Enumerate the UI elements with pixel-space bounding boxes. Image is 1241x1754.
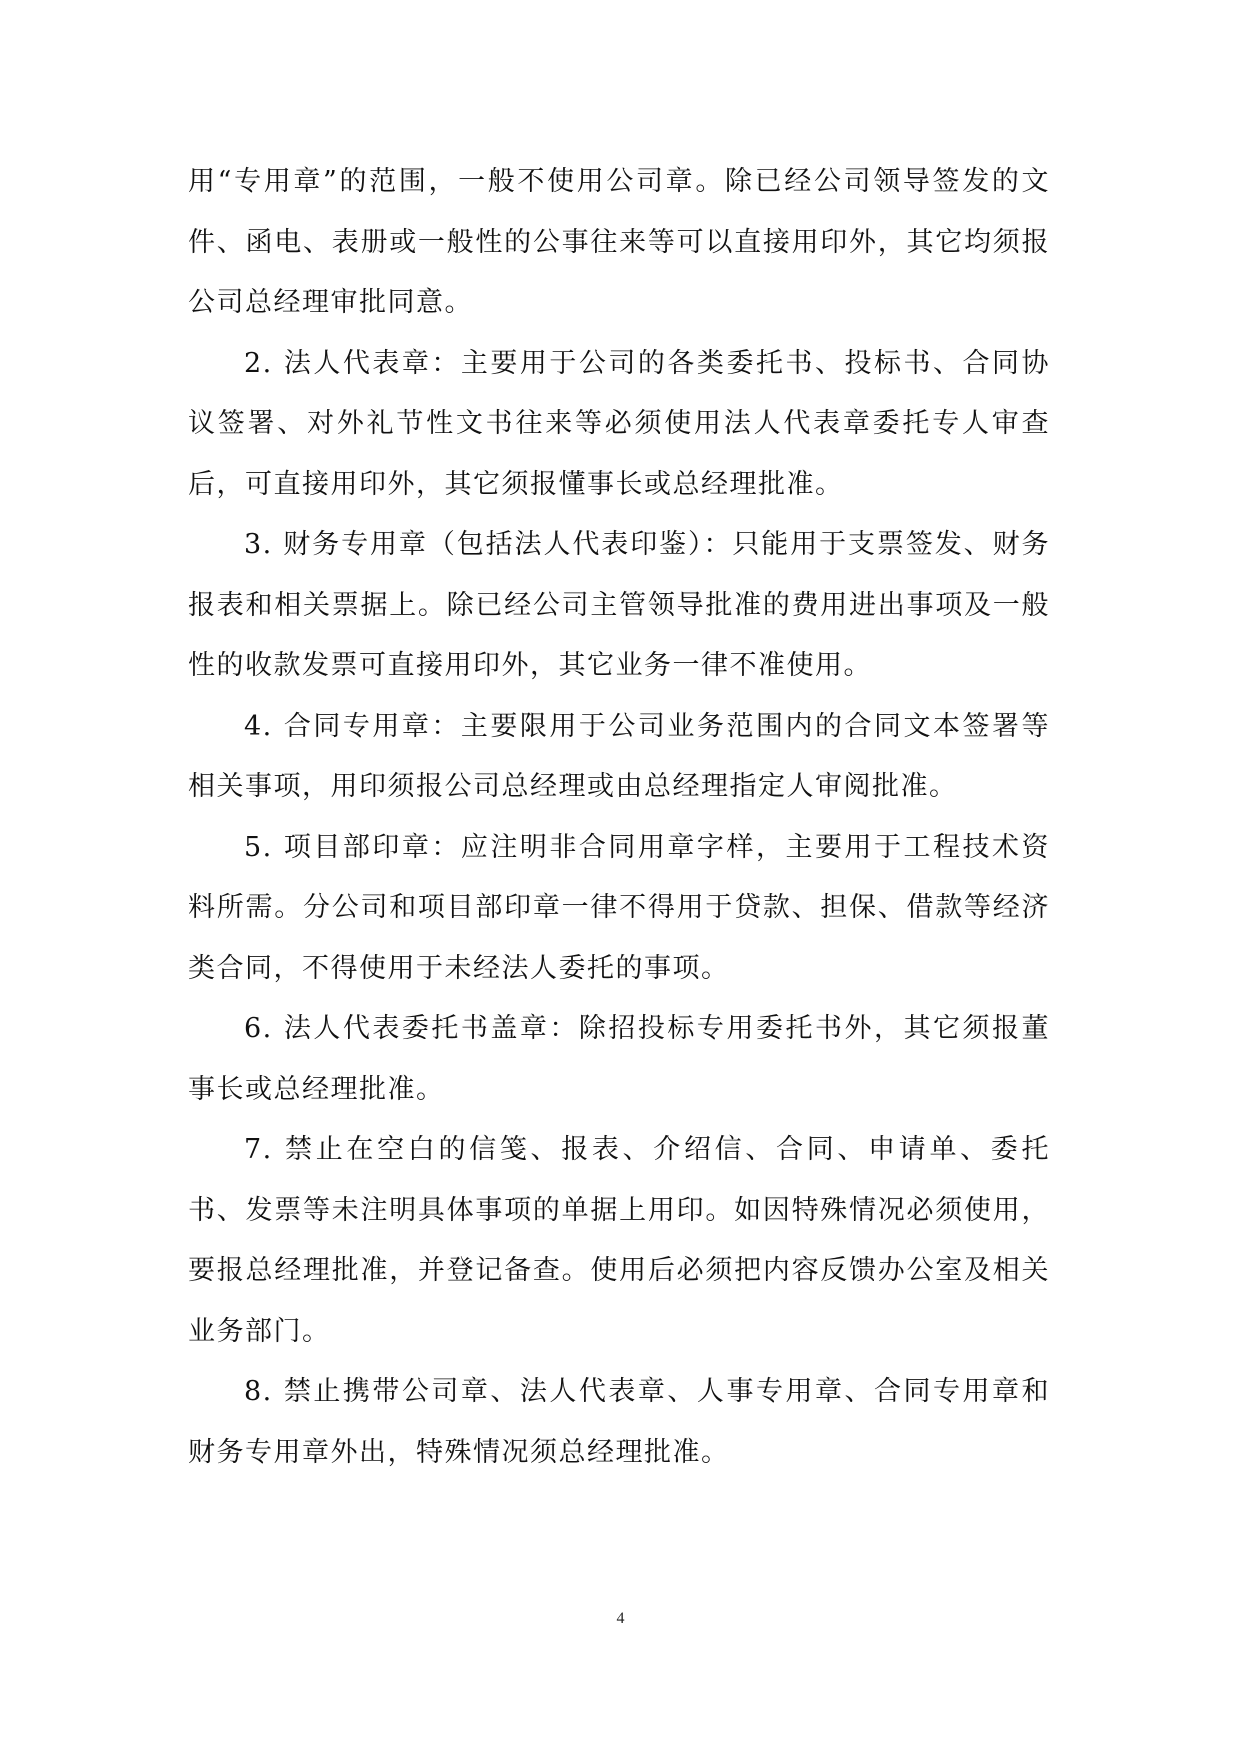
page-number: 4 [616,1610,625,1627]
paragraph-item-5: 5. 项目部印章：应注明非合同用章字样，主要用于工程技术资料所需。分公司和项目部印章一律不得用于贷款、担保、借款等经济类合同，不得使用于未经法人委托的事项。 [188,831,1050,984]
paragraph-item-7: 7. 禁止在空白的信笺、报表、介绍信、合同、申请单、委托书、发票等未注明具体事项的单据上用印。如因特殊情况必须使用，要报总经理批准，并登记备查。使用后必须把内容反馈办公室及相关业务部门。 [188,1134,1050,1347]
paragraph-item-8: 8. 禁止携带公司章、法人代表章、人事专用章、合同专用章和财务专用章外出，特殊情况须总经理批准。 [188,1376,1050,1468]
paragraph-continuation: 用“专用章”的范围，一般不使用公司章。除已经公司领导签发的文件、函电、表册或一般性的公事往来等可以直接用印外，其它均须报公司总经理审批同意。 [188,166,1050,318]
paragraph-item-3: 3. 财务专用章（包括法人代表印鉴）：只能用于支票签发、财务报表和相关票据上。除已经公司主管领导批准的费用进出事项及一般性的收款发票可直接用印外，其它业务一律不准使用。 [188,529,1050,681]
paragraph-item-2: 2. 法人代表章：主要用于公司的各类委托书、投标书、合同协议签署、对外礼节性文书往来等必须使用法人代表章委托专人审查后，可直接用印外，其它须报懂事长或总经理批准。 [188,347,1050,500]
paragraph-item-4: 4. 合同专用章：主要限用于公司业务范围内的合同文本签署等相关事项，用印须报公司总经理或由总经理指定人审阅批准。 [188,710,1050,802]
document-body [188,152,1050,1483]
paragraph-item-6: 6. 法人代表委托书盖章：除招投标专用委托书外，其它须报董事长或总经理批准。 [188,1013,1050,1105]
